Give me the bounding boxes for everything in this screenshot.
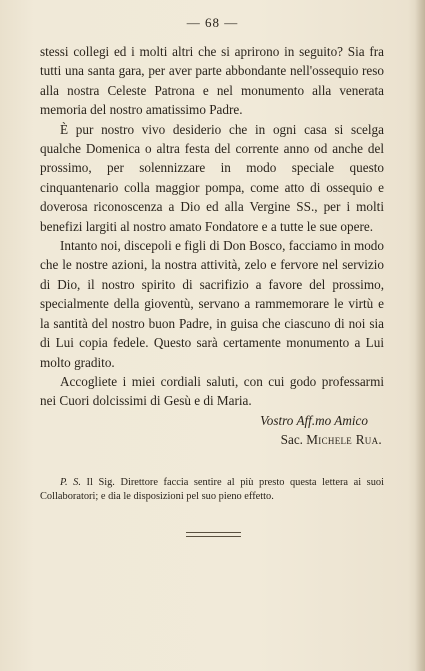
- postscript-text: Il Sig. Direttore faccia sentire al più presto questa lettera ai suoi Collaboratori; e dia le disposizioni pel suo pieno effetto.: [40, 477, 384, 503]
- signature-prefix: Sac.: [280, 432, 303, 448]
- paragraph-3: Intanto noi, discepoli e figli di Don Bosco, facciamo in modo che le nostre azioni, la nostra attività, zelo e fervore nel servizio di Dio, il nostro spirito di sacrifizio a favore del prossimo, specialmente della gioventù, servano a rammemorare le virtù e la santità del nostro buon Padre, in guisa che ciascuno di noi sia di Lui copia fedele. Questo sarà certamente monumento a Lui molto gradito.: [40, 238, 384, 370]
- paragraph-2: È pur nostro vivo desiderio che in ogni casa si scelga qualche Domenica o altra festa del corrente anno od anche del prossimo, per solennizzare in modo speciale questo cinquantenario colla maggior pompa, come atto di ossequio e doverosa riconoscenza a Dio ed alla Vergine SS., per i molti benefizi largiti al nostro amato Fondatore e a tutte le sue opere.: [40, 121, 384, 234]
- page-number: — 68 —: [186, 15, 239, 30]
- postscript: [40, 476, 384, 504]
- double-rule-divider: [186, 532, 241, 537]
- paragraph-1: stessi collegi ed i molti altri che si aprirono in seguito? Sia fra tutti una santa gara, per aver parte abbondante nell'ossequio reso alla nostra Celeste Patrona e nel monumento alla venerata memoria del nostro amatissimo Padre.: [40, 44, 384, 118]
- postscript-label: P. S.: [60, 477, 81, 488]
- closing-salutation: Vostro Aff.mo Amico: [260, 412, 368, 428]
- signature: [40, 430, 384, 449]
- letter-body: [40, 42, 384, 450]
- paragraph-4: Accogliete i miei cordiali saluti, con cui godo professarmi nei Cuori dolcissimi di Gesù e di Maria.: [40, 373, 384, 409]
- signature-name: Michele Rua.: [306, 432, 382, 448]
- page-edge-shadow: [415, 0, 425, 671]
